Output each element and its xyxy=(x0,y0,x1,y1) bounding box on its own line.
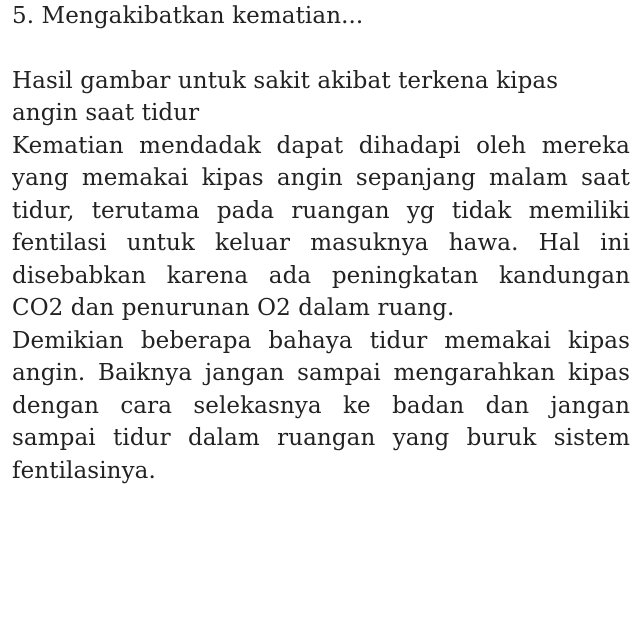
image-caption: Hasil gambar untuk sakit akibat terkena kipas angin saat tidur xyxy=(12,67,559,126)
paragraph-sudden-death: Kematian mendadak dapat dihadapi oleh mereka yang memakai kipas angin sepanjang malam saat tidur, terutama pada ruangan yg tidak memiliki fentilasi untuk keluar masuknya hawa. Hal ini disebabkan karena ada peningkatan kandungan CO2 dan penurunan O2 dalam ruang. xyxy=(12,132,630,321)
article-body xyxy=(12,0,630,487)
section-heading: 5. Mengakibatkan kematian... xyxy=(12,3,364,29)
paragraph-conclusion: Demikian beberapa bahaya tidur memakai kipas angin. Baiknya jangan sampai mengarahkan kipas dengan cara selekasnya ke badan dan jangan sampai tidur dalam ruangan yang buruk sistem fentilasinya. xyxy=(12,327,630,484)
